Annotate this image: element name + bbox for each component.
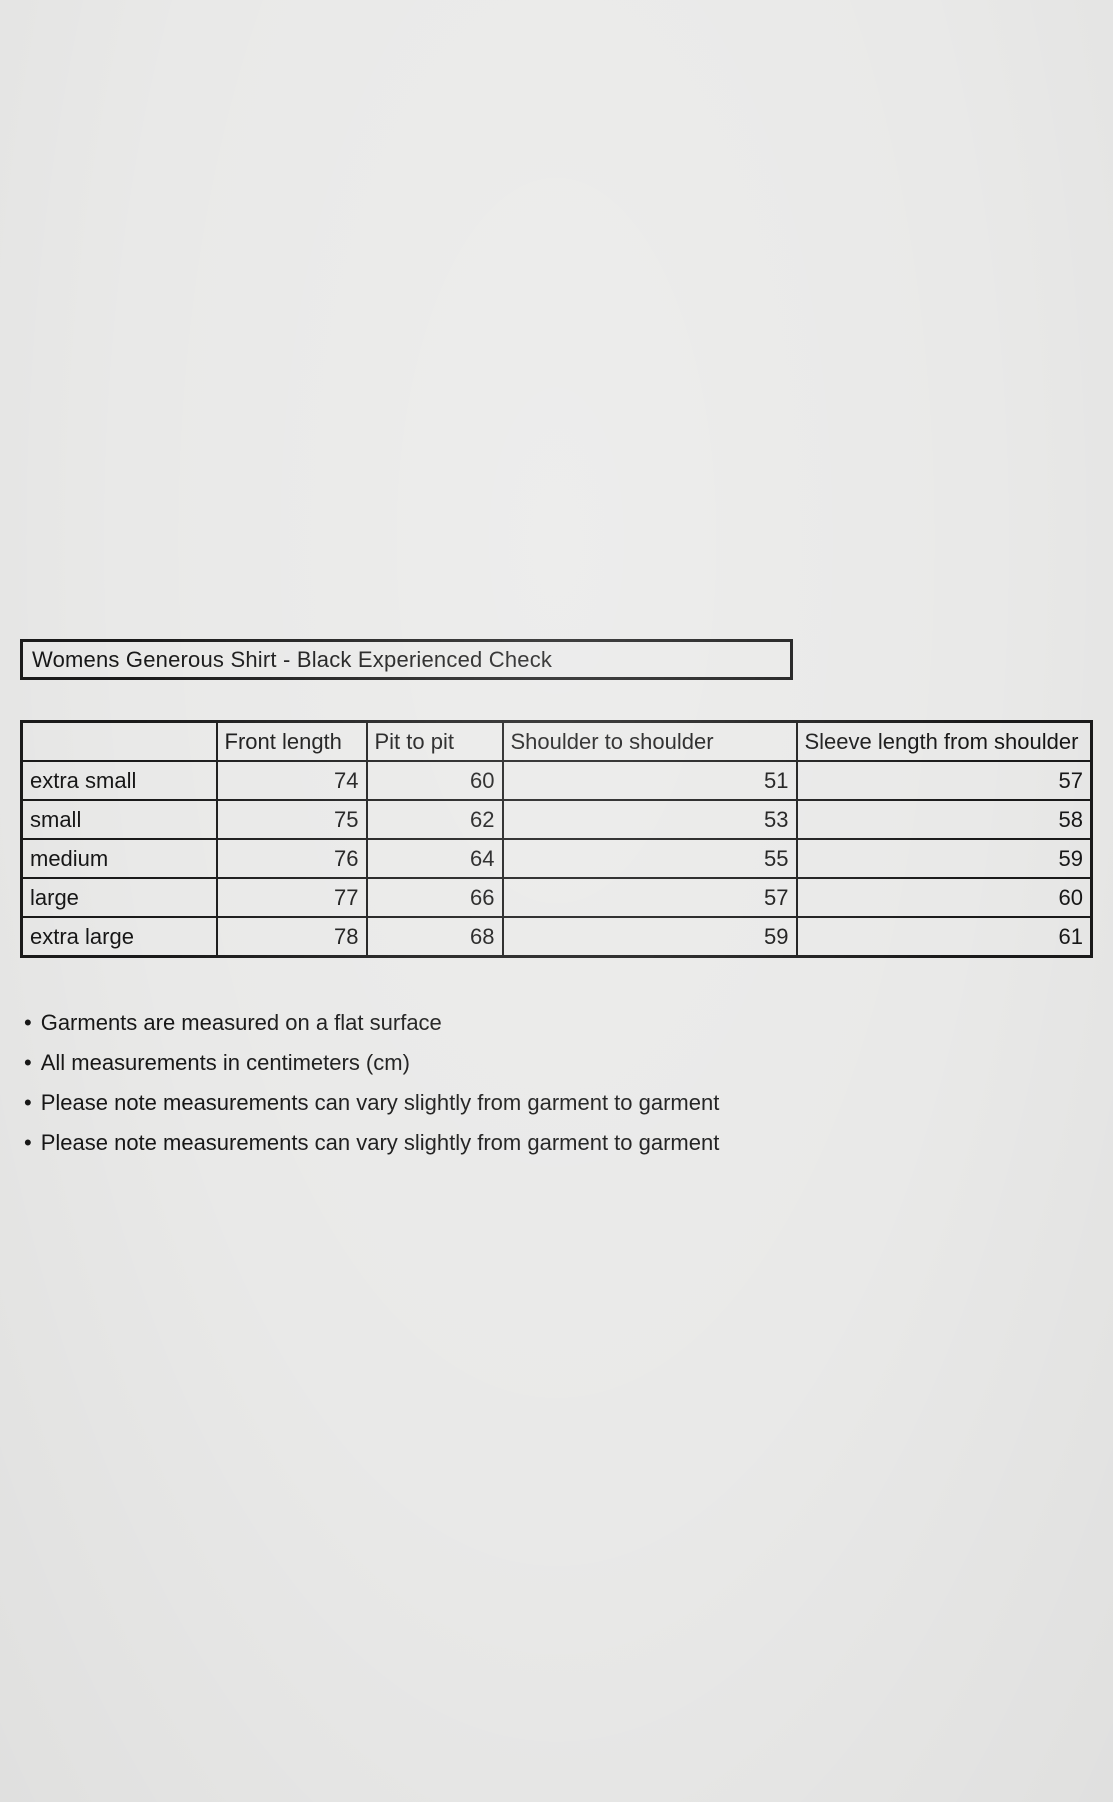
bullet-icon: •: [24, 1010, 32, 1035]
note-item: [24, 1043, 719, 1083]
table-row-small: [22, 800, 1092, 839]
table-row-medium: [22, 839, 1092, 878]
pit-to-pit-cell: 64: [367, 839, 503, 878]
size-cell: medium: [22, 839, 217, 878]
product-title: Womens Generous Shirt - Black Experienced Check: [32, 646, 553, 672]
table-row-extra-small: [22, 761, 1092, 800]
table-row-large: [22, 878, 1092, 917]
note-text: Garments are measured on a flat surface: [40, 1010, 442, 1035]
sleeve-cell: 57: [797, 761, 1092, 800]
front-length-cell: 78: [217, 917, 367, 957]
measurement-notes-list: [24, 1003, 719, 1163]
note-text: Please note measurements can vary slightly from garment to garment: [40, 1090, 720, 1115]
size-chart-table: [20, 720, 1093, 958]
size-cell: extra large: [22, 917, 217, 957]
size-cell: small: [22, 800, 217, 839]
column-header-shoulder-to-shoulder: Shoulder to shoulder: [503, 722, 797, 762]
table-row-extra-large: [22, 917, 1092, 957]
column-header-sleeve-length: Sleeve length from shoulder: [797, 722, 1092, 762]
note-item: [24, 1003, 719, 1043]
sleeve-cell: 58: [797, 800, 1092, 839]
column-header-pit-to-pit: Pit to pit: [367, 722, 503, 762]
table-header-row: [22, 722, 1092, 762]
sleeve-cell: 61: [797, 917, 1092, 957]
size-cell: large: [22, 878, 217, 917]
shoulder-cell: 53: [503, 800, 797, 839]
pit-to-pit-cell: 60: [367, 761, 503, 800]
shoulder-cell: 57: [503, 878, 797, 917]
note-item: [24, 1123, 719, 1163]
front-length-cell: 75: [217, 800, 367, 839]
pit-to-pit-cell: 68: [367, 917, 503, 957]
shoulder-cell: 59: [503, 917, 797, 957]
shoulder-cell: 51: [503, 761, 797, 800]
bullet-icon: •: [24, 1050, 32, 1075]
size-cell: extra small: [22, 761, 217, 800]
note-text: Please note measurements can vary slightly from garment to garment: [40, 1130, 720, 1155]
note-text: All measurements in centimeters (cm): [40, 1050, 410, 1075]
bullet-icon: •: [24, 1090, 32, 1115]
sleeve-cell: 59: [797, 839, 1092, 878]
sleeve-cell: 60: [797, 878, 1092, 917]
column-header-blank: [22, 722, 217, 762]
bullet-icon: •: [24, 1130, 32, 1155]
column-header-front-length: Front length: [217, 722, 367, 762]
pit-to-pit-cell: 66: [367, 878, 503, 917]
pit-to-pit-cell: 62: [367, 800, 503, 839]
shoulder-cell: 55: [503, 839, 797, 878]
front-length-cell: 76: [217, 839, 367, 878]
product-title-box: [20, 639, 793, 680]
front-length-cell: 74: [217, 761, 367, 800]
note-item: [24, 1083, 719, 1123]
front-length-cell: 77: [217, 878, 367, 917]
